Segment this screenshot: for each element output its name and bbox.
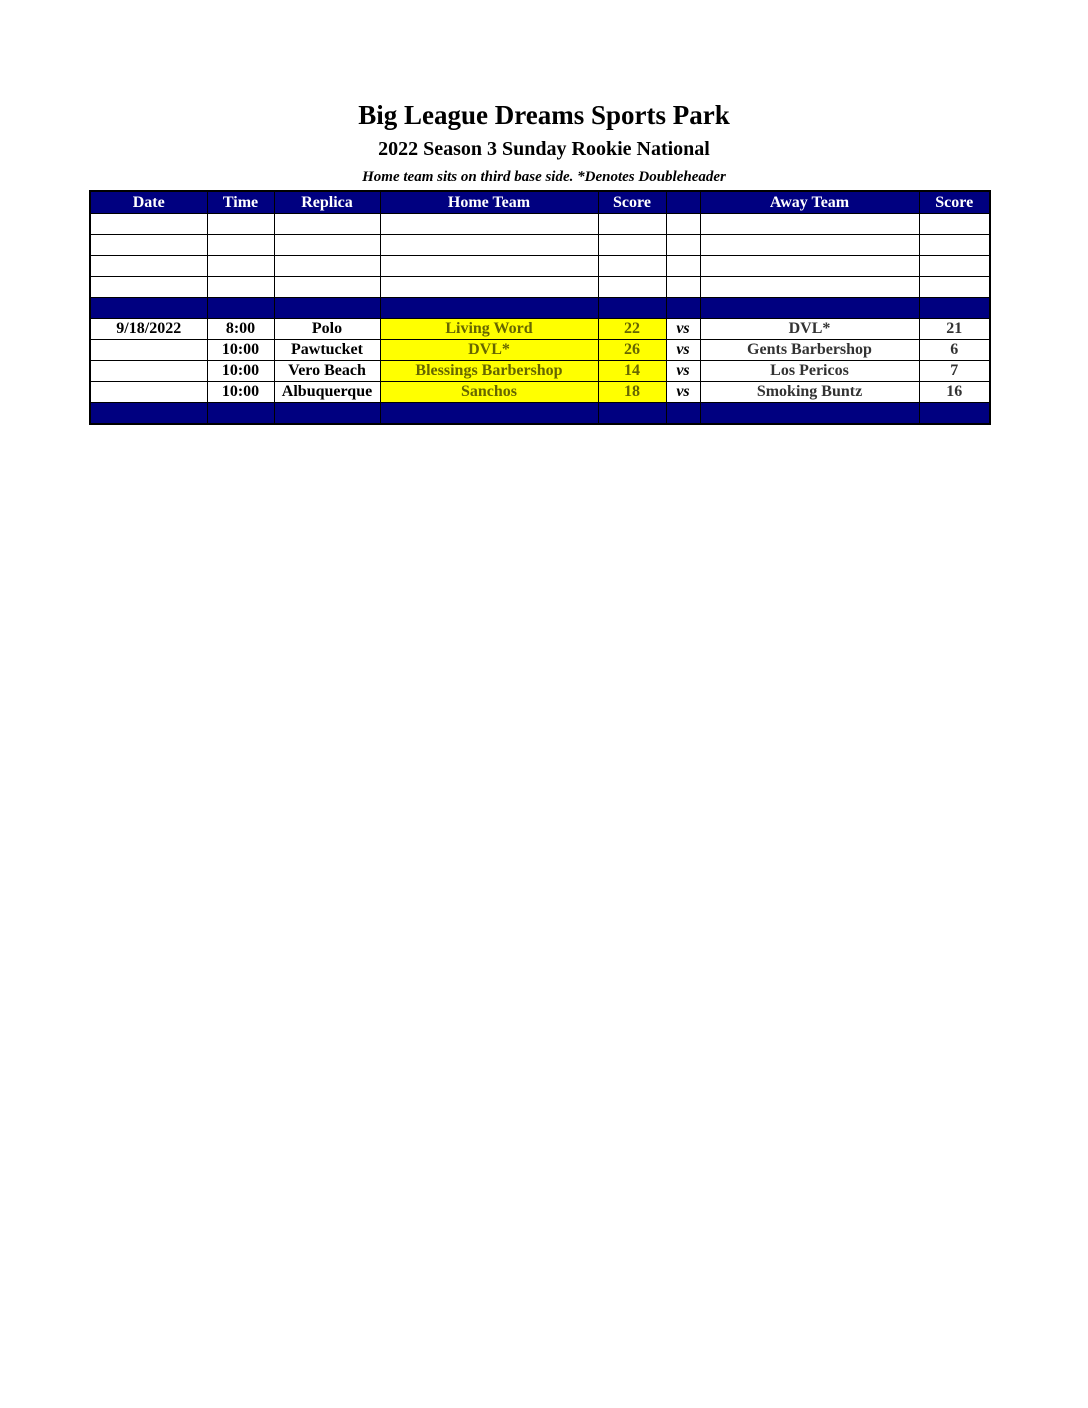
divider-cell (700, 403, 919, 425)
empty-cell (90, 214, 207, 235)
empty-cell (207, 235, 274, 256)
empty-cell (274, 235, 380, 256)
empty-cell (919, 277, 990, 298)
empty-cell (207, 214, 274, 235)
game-row (90, 361, 990, 382)
divider-cell (90, 403, 207, 425)
empty-cell (919, 235, 990, 256)
empty-cell (380, 256, 598, 277)
game-time: 10:00 (207, 361, 274, 382)
game-replica: Polo (274, 319, 380, 340)
empty-cell (919, 256, 990, 277)
divider-cell (380, 298, 598, 319)
game-replica: Vero Beach (274, 361, 380, 382)
divider-cell (274, 403, 380, 425)
empty-cell (90, 235, 207, 256)
away-team: DVL* (700, 319, 919, 340)
table-header-row (90, 191, 990, 214)
game-date: 9/18/2022 (90, 319, 207, 340)
empty-cell (598, 277, 666, 298)
away-team: Gents Barbershop (700, 340, 919, 361)
away-score: 6 (919, 340, 990, 361)
divider-row (90, 298, 990, 319)
divider-cell (919, 403, 990, 425)
empty-cell (380, 214, 598, 235)
empty-cell (207, 256, 274, 277)
divider-cell (919, 298, 990, 319)
game-replica: Albuquerque (274, 382, 380, 403)
home-score: 22 (598, 319, 666, 340)
game-time: 10:00 (207, 340, 274, 361)
home-team: Living Word (380, 319, 598, 340)
divider-cell (700, 298, 919, 319)
game-date (90, 340, 207, 361)
vs-label: vs (666, 361, 700, 382)
empty-cell (700, 214, 919, 235)
game-row (90, 319, 990, 340)
page-subtitle: 2022 Season 3 Sunday Rookie National (378, 138, 710, 160)
column-header-date: Date (90, 191, 207, 214)
empty-cell (380, 277, 598, 298)
away-score: 21 (919, 319, 990, 340)
empty-cell (90, 256, 207, 277)
divider-cell (207, 298, 274, 319)
empty-cell (274, 277, 380, 298)
empty-cell (666, 214, 700, 235)
empty-cell (700, 256, 919, 277)
empty-cell (919, 214, 990, 235)
away-team: Los Pericos (700, 361, 919, 382)
divider-cell (90, 298, 207, 319)
empty-row (90, 256, 990, 277)
game-time: 10:00 (207, 382, 274, 403)
away-team: Smoking Buntz (700, 382, 919, 403)
game-date (90, 361, 207, 382)
game-row (90, 382, 990, 403)
divider-cell (380, 403, 598, 425)
empty-cell (666, 256, 700, 277)
home-score: 18 (598, 382, 666, 403)
vs-label: vs (666, 319, 700, 340)
divider-cell (598, 298, 666, 319)
vs-label: vs (666, 340, 700, 361)
schedule-table (89, 190, 991, 425)
column-header-replica: Replica (274, 191, 380, 214)
column-header-home-score: Score (598, 191, 666, 214)
divider-cell (274, 298, 380, 319)
game-row (90, 340, 990, 361)
empty-cell (700, 235, 919, 256)
divider-row (90, 403, 990, 425)
divider-cell (666, 298, 700, 319)
empty-cell (700, 277, 919, 298)
empty-row (90, 277, 990, 298)
home-score: 26 (598, 340, 666, 361)
column-header-time: Time (207, 191, 274, 214)
empty-cell (207, 277, 274, 298)
column-header-away-score: Score (919, 191, 990, 214)
home-score: 14 (598, 361, 666, 382)
home-team: Sanchos (380, 382, 598, 403)
doubleheader-note: Home team sits on third base side. *Denotes Doubleheader (362, 169, 726, 185)
empty-row (90, 214, 990, 235)
empty-cell (666, 235, 700, 256)
column-header-away-team: Away Team (700, 191, 919, 214)
empty-cell (598, 256, 666, 277)
empty-cell (666, 277, 700, 298)
home-team: DVL* (380, 340, 598, 361)
page-title: Big League Dreams Sports Park (358, 100, 730, 130)
divider-cell (598, 403, 666, 425)
empty-cell (90, 277, 207, 298)
column-header-vs (666, 191, 700, 214)
divider-cell (666, 403, 700, 425)
empty-row (90, 235, 990, 256)
home-team: Blessings Barbershop (380, 361, 598, 382)
column-header-home-team: Home Team (380, 191, 598, 214)
game-date (90, 382, 207, 403)
game-time: 8:00 (207, 319, 274, 340)
empty-cell (274, 214, 380, 235)
away-score: 16 (919, 382, 990, 403)
empty-cell (274, 256, 380, 277)
vs-label: vs (666, 382, 700, 403)
away-score: 7 (919, 361, 990, 382)
game-replica: Pawtucket (274, 340, 380, 361)
divider-cell (207, 403, 274, 425)
empty-cell (380, 235, 598, 256)
empty-cell (598, 214, 666, 235)
empty-cell (598, 235, 666, 256)
